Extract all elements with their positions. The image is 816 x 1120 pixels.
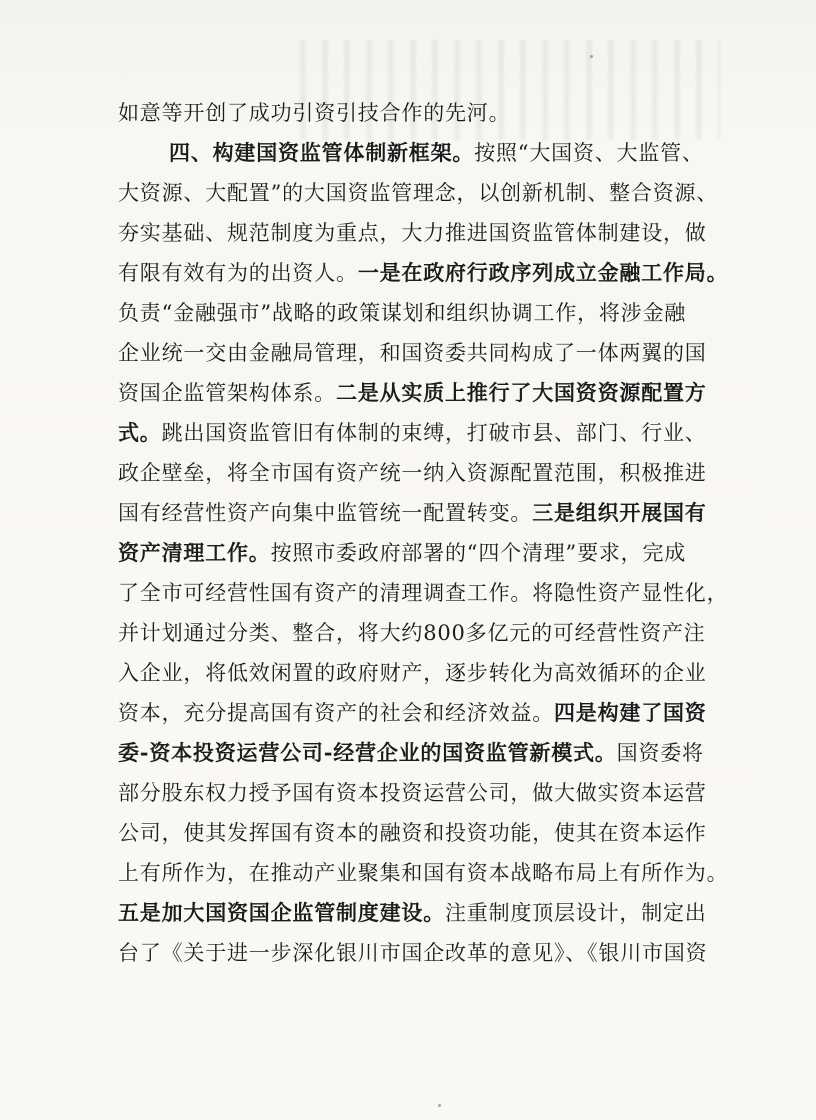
bold-heading-text: 式。 — [118, 420, 162, 445]
body-text: 企业统一交由金融局管理，和国资委共同构成了一体两翼的国 — [118, 341, 707, 365]
body-text: 并计划通过分类、整合，将大约800多亿元的可经营性资产注 — [118, 621, 706, 645]
scan-speck — [590, 55, 593, 58]
bold-heading-text: 四、构建国资监管体制新框架。 — [169, 140, 475, 165]
body-text: 上有所作为，在推动产业聚集和国有资本战略布局上有所作为。 — [118, 861, 729, 885]
body-text: 按照市委政府部署的“四个清理”要求，完成 — [270, 541, 687, 565]
scan-speck — [438, 1104, 441, 1107]
bold-heading-text: 委-资本投资运营公司-经营企业的国资监管新模式。 — [118, 740, 617, 765]
body-text: 国资委将 — [616, 741, 704, 765]
body-text: 夯实基础、规范制度为重点，大力推进国资监管体制建设，做 — [118, 221, 707, 245]
body-text: 如意等开创了成功引资引技合作的先河。 — [118, 101, 511, 125]
text-line — [118, 893, 716, 933]
body-text: 国有经营性资产向集中监管统一配置转变。 — [118, 501, 533, 525]
text-line — [118, 853, 729, 893]
text-line — [118, 733, 716, 773]
body-text: 资本，充分提高国有资产的社会和经济效益。 — [118, 701, 554, 725]
text-line — [118, 253, 729, 293]
body-text: 公司，使其发挥国有资本的融资和投资功能，使其在资本运作 — [118, 821, 707, 845]
text-line — [118, 653, 716, 693]
text-line — [118, 413, 716, 453]
text-line — [118, 453, 716, 493]
text-line — [118, 613, 716, 653]
text-line — [118, 373, 716, 413]
bold-heading-text: 五是加大国资国企监管制度建设。 — [118, 900, 445, 925]
body-text: 了全市可经营性国有资产的清理调查工作。将隐性资产显性化， — [118, 581, 729, 605]
body-text: 台了《关于进一步深化银川市国企改革的意见》、《银川市国资 — [118, 941, 708, 965]
text-line — [118, 933, 716, 973]
body-text: 部分股东权力授予国有资本投资运营公司，做大做实资本运营 — [118, 781, 707, 805]
bold-heading-text: 三是组织开展国有 — [532, 500, 707, 525]
document-body — [118, 93, 729, 973]
bold-heading-text: 四是构建了国资 — [554, 700, 707, 725]
body-text: 有限有效有为的出资人。 — [118, 261, 358, 285]
text-line — [118, 93, 716, 133]
text-line — [118, 133, 716, 173]
body-text: 跳出国资监管旧有体制的束缚，打破市县、部门、行业、 — [161, 421, 707, 445]
body-text: 大资源、大配置”的大国资监管理念，以创新机制、整合资源、 — [118, 181, 719, 205]
text-line — [118, 573, 729, 613]
bold-heading-text: 一是在政府行政序列成立金融工作局。 — [357, 260, 729, 285]
bold-heading-text: 资产清理工作。 — [118, 540, 271, 565]
text-line — [118, 173, 719, 213]
body-text: 资国企监管架构体系。 — [118, 381, 336, 405]
text-line — [118, 773, 716, 813]
text-line — [118, 493, 716, 533]
text-line — [118, 293, 716, 333]
bold-heading-text: 二是从实质上推行了大国资资源配置方 — [336, 380, 707, 405]
body-text: 入企业，将低效闲置的政府财产，逐步转化为高效循环的企业 — [118, 661, 707, 685]
body-text: 按照“大国资、大监管、 — [474, 141, 704, 165]
text-line — [118, 693, 716, 733]
body-text: 负责“金融强市”战略的政策谋划和组织协调工作，将涉金融 — [118, 301, 687, 325]
text-line — [118, 213, 716, 253]
text-line — [118, 333, 716, 373]
body-text: 政企壁垒，将全市国有资产统一纳入资源配置范围，积极推进 — [118, 461, 707, 485]
body-text: 注重制度顶层设计，制定出 — [445, 901, 707, 925]
text-line — [118, 813, 716, 853]
text-line — [118, 533, 716, 573]
